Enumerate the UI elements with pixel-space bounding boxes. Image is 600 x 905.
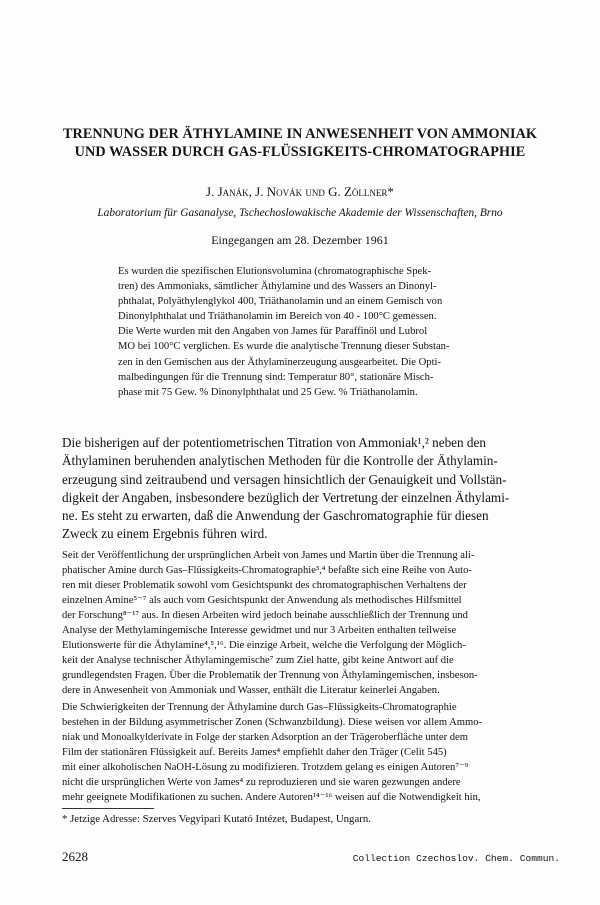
- journal-name: Collection Czechoslov. Chem. Commun.: [352, 853, 560, 864]
- body-line: Seit der Veröffentlichung der ursprünglichen Arbeit von James und Martin über die Trennung ali-: [62, 550, 475, 561]
- intro-line: digkeit der Angaben, insbesondere bezüglich der Vertretung der einzelnen Äthylami-: [62, 489, 510, 505]
- body-line: mehr geeignete Modifikationen zu suchen. Andere Autoren¹⁴⁻¹⁶ weisen auf die Notwendigkeit hin,: [62, 792, 481, 803]
- page-number: 2628: [62, 849, 88, 864]
- abstract: [118, 264, 518, 400]
- footnote: * Jetzige Adresse: Szerves Vegyipari Kutató Intézet, Budapest, Ungarn.: [62, 813, 371, 825]
- body-line: mit einer alkoholischen NaOH-Lösung zu modifizieren. Trotzdem gelang es einigen Autoren⁷⁻⁹: [62, 762, 469, 773]
- abstract-line: zen in den Gemischen aus der Äthylaminerzeugung ausgearbeitet. Die Opti-: [118, 356, 441, 368]
- abstract-line: Es wurden die spezifischen Elutionsvolumina (chromatographische Spek-: [118, 266, 432, 277]
- body-line: keit der Analyse technischer Äthylamingemische⁷ zum Ziel hatte, gibt keine Antwort auf die: [62, 655, 454, 666]
- abstract-line: Die Werte wurden mit den Angaben von James für Paraffinöl und Lubrol: [118, 326, 428, 338]
- body-line: nicht die ursprünglichen Werte von James⁴ zu reproduzieren und sie waren gezwungen andere: [62, 777, 461, 788]
- body-paragraph-2: [62, 700, 554, 805]
- body-line: Film der stationären Flüssigkeit auf. Bereits James⁴ empfiehlt daher den Träger (Celit 545): [62, 747, 447, 758]
- body-paragraph-1: [62, 548, 554, 698]
- abstract-line: MO bei 100°C verglichen. Es wurde die analytische Trennung dieser Substan-: [118, 341, 450, 353]
- body-line: der Forschung⁸⁻¹⁷ aus. In diesen Arbeiten wird jedoch beinahe ausschließlich der Trennung und: [62, 610, 468, 621]
- author-list: J. Janák, J. Novák und G. Zöllner*: [206, 184, 394, 199]
- body-line: ren mit dieser Problematik sowohl vom Gesichtspunkt des chromatographischen Verhaltens der: [62, 580, 467, 591]
- intro-line: Zweck zu einem Ergebnis führen wird.: [62, 526, 268, 542]
- intro-paragraph: [62, 434, 552, 544]
- article-title-line-1: TRENNUNG DER ÄTHYLAMINE IN ANWESENHEIT VON AMMONIAK: [62, 126, 538, 142]
- body-line: grundlegendsten Fragen. Über die Problematik der Trennung von Äthylamingemischen, insbeson-: [62, 670, 478, 681]
- body-line: dere in Anwesenheit von Ammoniak und Wasser, enthält die Literatur keinerlei Angaben.: [62, 685, 440, 696]
- body-line: einzelnen Amine⁵⁻⁷ als auch vom Gesichtspunkt der Anwendung als methodisches Hilfsmittel: [62, 595, 462, 606]
- abstract-line: malbedingungen für die Trennung sind: Temperatur 80°, stationäre Misch-: [118, 371, 434, 383]
- body-line: Analyse der Methylamingemische Interesse gewidmet und nur 3 Arbeiten enthalten teilweise: [62, 625, 457, 636]
- body-line: niak und Monoalkylderivate in Folge der starken Adsorption an der Trägeroberfläche unter dem: [62, 732, 468, 743]
- affiliation: Laboratorium für Gasanalyse, Tschechoslowakische Akademie der Wissenschaften, Brno: [97, 207, 503, 219]
- intro-line: Äthylaminen beruhenden analytischen Methoden für die Kontrolle der Äthylamin-: [62, 453, 498, 469]
- article-title: [40, 125, 560, 161]
- abstract-line: phthalat, Polyäthylenglykol 400, Triäthanolamin und an einem Gemisch von: [118, 296, 443, 308]
- article-title-line-2: UND WASSER DURCH GAS-FLÜSSIGKEITS-CHROMATOGRAPHIE: [74, 144, 526, 160]
- body-line: bestehen in der Bildung asymmetrischer Zonen (Schwanzbildung). Diese weisen vor allem Ammo-: [62, 717, 483, 728]
- received-date: Eingegangen am 28. Dezember 1961: [211, 233, 389, 247]
- intro-line: ne. Es steht zu erwarten, daß die Anwendung der Gaschromatographie für diesen: [62, 508, 489, 524]
- intro-line: erzeugung sind zeitraubend und versagen hinsichtlich der Genauigkeit und Vollstän-: [62, 471, 507, 487]
- intro-line: Die bisherigen auf der potentiometrischen Titration von Ammoniak¹,² neben den: [62, 435, 486, 450]
- body-line: Elutionswerte für die Äthylamine⁴,⁵,¹⁶. Die einzige Arbeit, welche die Verfolgung der Möglich-: [62, 640, 466, 651]
- abstract-line: Dinonylphthalat und Triäthanolamin im Bereich von 40 - 100°C gemessen.: [118, 311, 437, 323]
- footnote-divider: [62, 808, 154, 809]
- body-line: Die Schwierigkeiten der Trennung der Äthylamine durch Gas–Flüssigkeits-Chromatographie: [62, 702, 457, 713]
- abstract-line: tren) des Ammoniaks, sämtlicher Äthylamine und des Wassers an Dinonyl-: [118, 281, 437, 293]
- body-line: phatischer Amine durch Gas–Flüssigkeits-Chromatographie³,⁴ befaßte sich eine Reihe von Auto-: [62, 565, 472, 576]
- abstract-line: phase mit 75 Gew. % Dinonylphthalat und 25 Gew. % Triäthanolamin.: [118, 386, 418, 398]
